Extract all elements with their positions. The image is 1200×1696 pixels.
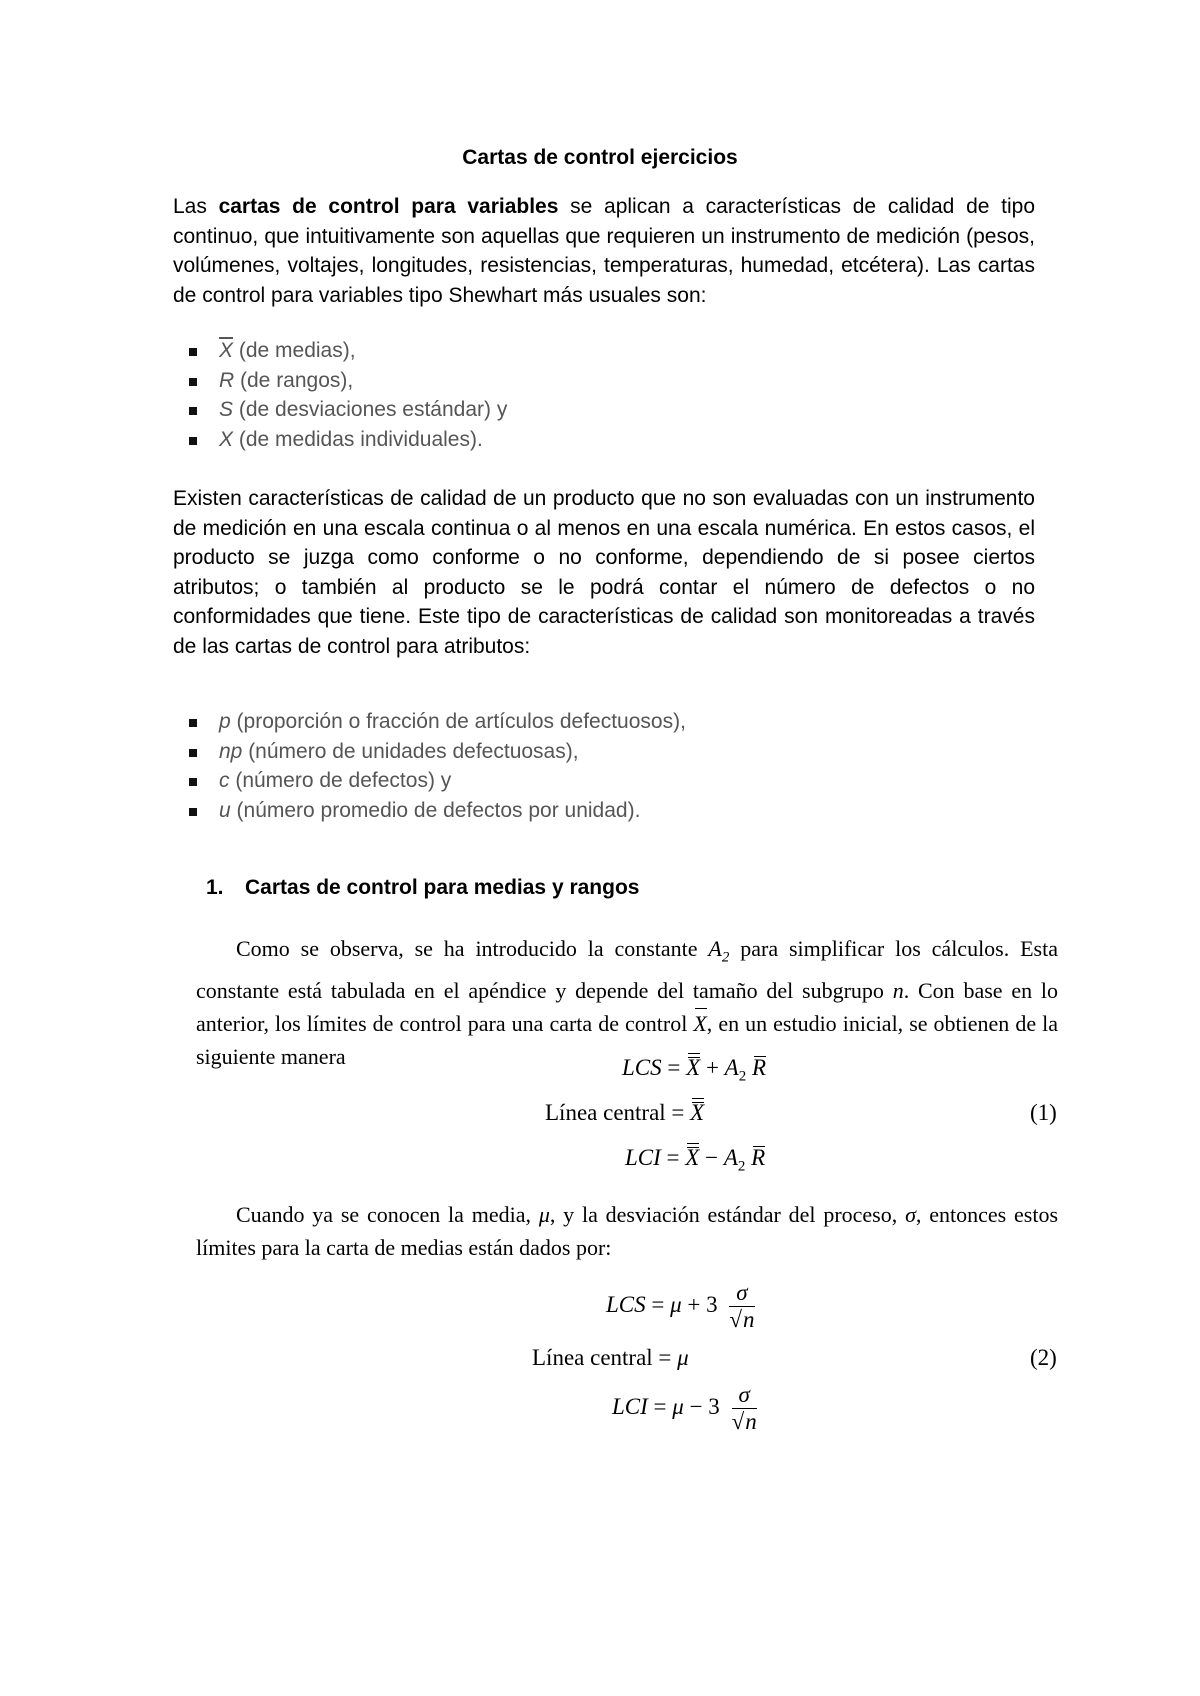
chart-description: (de medias), [233,339,356,362]
intro-paragraph [173,192,1035,310]
section-title: Cartas de control para medias y rangos [245,876,640,899]
math-xbar: X [693,1007,706,1040]
intro-bold-term: cartas de control para variables [218,195,559,218]
chart-description: (número de defectos) y [229,769,452,792]
chart-description: (proporción o fracción de artículos defectuosos), [230,710,686,733]
chart-description: (de medidas individuales). [233,427,483,451]
equation-lci-2: LCI = μ − 3 $\frac{\sigma}{√n}$ [612,1382,757,1434]
chart-symbol: np [219,739,243,763]
bullet-icon [189,437,197,445]
math-n: n [892,978,904,1004]
section-number: 1. [206,876,224,899]
text-fragment: , entonces estos límites para la carta de medias están dados por: [196,1202,1059,1260]
chart-symbol: S [219,398,234,421]
bullet-icon [189,808,197,816]
equation-lcs-2: LCS = μ + 3 $\frac{\sigma}{√n}$ [606,1280,755,1332]
text-fragment: para simplificar los cálculos. Esta constante está tabulada en el apéndice y depende del tamaño del subgrupo [196,936,1058,1004]
chart-symbol: R [219,368,235,392]
math-sigma: σ [905,1202,916,1227]
equation-lcs-1: LCS = $X + A_2$ R [622,1055,767,1085]
eq-label: LCS [606,1291,646,1317]
chart-description: (de desviaciones estándar) y [233,398,508,421]
chart-description: (de rangos), [234,368,354,392]
text-paragraph-1 [196,932,1058,1073]
list-item [185,395,507,425]
chart-symbol: p [219,710,231,733]
text-fragment: , y la desviación estándar del proceso, [549,1202,906,1227]
chart-symbol: c [219,769,230,792]
math-a2: $A_2$ [708,936,730,966]
eq-label: LCS [622,1055,662,1080]
math-mu: μ [538,1202,550,1227]
bullet-icon [189,378,197,386]
list-item [185,425,507,455]
equation-number-1: (1) [1030,1100,1057,1125]
equation-central-1: Línea central = X [545,1100,705,1125]
variable-charts-list [185,336,507,454]
list-item [185,336,507,366]
bullet-icon [189,749,197,757]
list-item [185,366,507,396]
text-fragment: , en un estudio inicial, se obtienen de la siguiente manera [196,1011,1058,1070]
list-item [185,766,686,796]
equation-lci-1: LCI = $X - A_2$ R [625,1145,766,1175]
bullet-icon [189,778,197,786]
eq-label: Línea central [532,1345,653,1370]
chart-description: (número de unidades defectuosas), [242,739,579,763]
chart-symbol: $\overline{X}$ [219,339,234,362]
attributes-paragraph: Existen características de calidad de un producto que no son evaluadas con un instrumento de medición en una escala continua o al menos en una escala numérica. En estos casos, el producto se juzga como conforme o no conforme, dependiendo de si posee ciertos atributos; o también al producto se le podrá contar el número de defectos o no conformidades que tiene. Este tipo de características de calidad son monitoreadas a través de las cartas de control para atributos: [173,487,1035,658]
text-fragment: Como se observa, se ha introducido la constante [236,936,709,961]
intro-prefix: Las [173,195,219,218]
bullet-icon [189,407,197,415]
bullet-icon [189,719,197,727]
list-item [185,796,686,826]
section-heading [206,876,639,900]
text-fragment: . Con base en lo anterior, los límites de control para una carta de control [196,978,1058,1037]
list-item [185,707,686,737]
chart-description: (número promedio de defectos por unidad). [230,798,641,822]
list-item [185,737,686,767]
text-paragraph-2 [196,1198,1058,1264]
equation-number-2: (2) [1030,1345,1057,1370]
page-title: Cartas de control ejercicios [462,146,738,169]
equation-central-2: Línea central = μ [532,1345,689,1370]
attribute-charts-list [185,707,686,825]
eq-label: Línea central [545,1100,666,1125]
eq-label: LCI [625,1145,661,1170]
chart-symbol: X [219,427,234,451]
text-fragment: Cuando ya se conocen la media, [236,1202,539,1227]
eq-label: LCI [612,1393,648,1419]
bullet-icon [189,348,197,356]
chart-symbol: u [219,798,231,822]
intro-rest: se aplican a características de calidad de tipo continuo, que intuitivamente son aquellas que requieren un instrumento de medición (pesos, volúmenes, voltajes, longitudes, resistencias, temperaturas, humedad, etcétera). Las cartas de control para variables tipo Shewhart más usuales son: [173,195,1036,307]
